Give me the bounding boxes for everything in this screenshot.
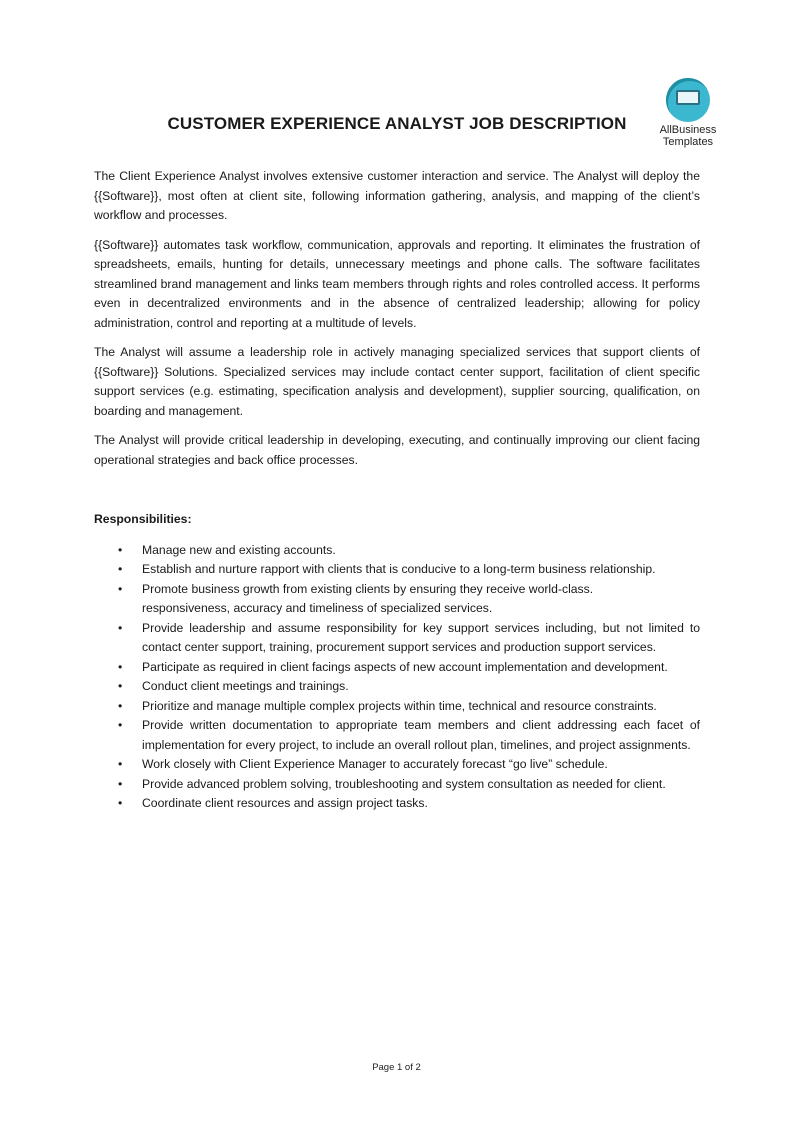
responsibilities-heading: Responsibilities: [94, 512, 192, 526]
logo-line2: Templates [662, 136, 714, 148]
list-item: • Coordinate client resources and assign project tasks. [94, 794, 700, 814]
list-item: • Prioritize and manage multiple complex projects within time, technical and resource constraints. [94, 697, 700, 717]
list-item: • Provide written documentation to appropriate team members and client addressing each facet of implementation for every project, to include an overall rollout plan, timelines, and project assignments. [118, 718, 700, 752]
list-item: • Establish and nurture rapport with clients that is conducive to a long-term business relationship. [94, 560, 700, 580]
page-number: Page 1 of 2 [372, 1062, 421, 1073]
list-item: • Work closely with Client Experience Manager to accurately forecast “go live” schedule. [94, 755, 700, 775]
document-body [94, 167, 700, 814]
intro-paragraph-3: The Analyst will assume a leadership role in actively managing specialized services that support clients of {{Software}} Solutions. Specialized services may include contact center support, facilitation of client specific support services (e.g. estimating, specification analysis and development), supplier sourcing, qualification, on boarding and management. [94, 345, 700, 418]
bullet-marker: • [118, 562, 123, 576]
bullet-marker: • [118, 542, 123, 557]
bullet-marker: • [118, 698, 123, 713]
intro-paragraph-4: The Analyst will provide critical leadership in developing, executing, and continually improving our client facing operational strategies and back office processes. [94, 433, 700, 467]
allbusiness-templates-logo [648, 78, 728, 148]
list-item-continuation: responsiveness, accuracy and timeliness of specialized services. [142, 601, 493, 615]
bullet-marker: • [118, 659, 123, 674]
document-title: CUSTOMER EXPERIENCE ANALYST JOB DESCRIPTION [167, 114, 627, 133]
bullet-marker: • [118, 620, 123, 635]
list-item: • Manage new and existing accounts. [94, 541, 700, 561]
responsibilities-list [94, 541, 700, 814]
bullet-marker: • [118, 757, 123, 771]
list-item: • Provide advanced problem solving, troubleshooting and system consultation as needed for client. [94, 775, 700, 795]
bullet-marker: • [118, 776, 123, 791]
intro-paragraph-1: The Client Experience Analyst involves extensive customer interaction and service. The Analyst will deploy the {{Software}}, most often at client site, following information gathering, analysis, and mapping of the client’s workflow and processes. [94, 169, 700, 222]
bullet-marker: • [118, 718, 123, 732]
bullet-marker: • [118, 679, 123, 693]
list-item: • Promote business growth from existing clients by ensuring they receive world-class. [94, 580, 700, 600]
logo-line1: AllBusiness [659, 124, 717, 136]
bullet-marker: • [118, 796, 123, 810]
list-item: • Provide leadership and assume responsibility for key support services including, but not limited to contact center support, training, procurement support services and production support services. [118, 620, 700, 654]
bullet-marker: • [118, 581, 123, 596]
list-item: • Conduct client meetings and trainings. [94, 677, 700, 697]
list-item: • Participate as required in client facings aspects of new account implementation and development. [94, 658, 700, 678]
intro-paragraph-2: {{Software}} automates task workflow, communication, approvals and reporting. It eliminates the frustration of spreadsheets, emails, hunting for details, unnecessary meetings and phone calls. The software facilitates streamlined brand management and links team members through rights and roles controlled access. It performs even in decentralized environments and in the absence of centralized leadership; allowing for policy administration, control and reporting at a multitude of levels. [94, 237, 700, 330]
